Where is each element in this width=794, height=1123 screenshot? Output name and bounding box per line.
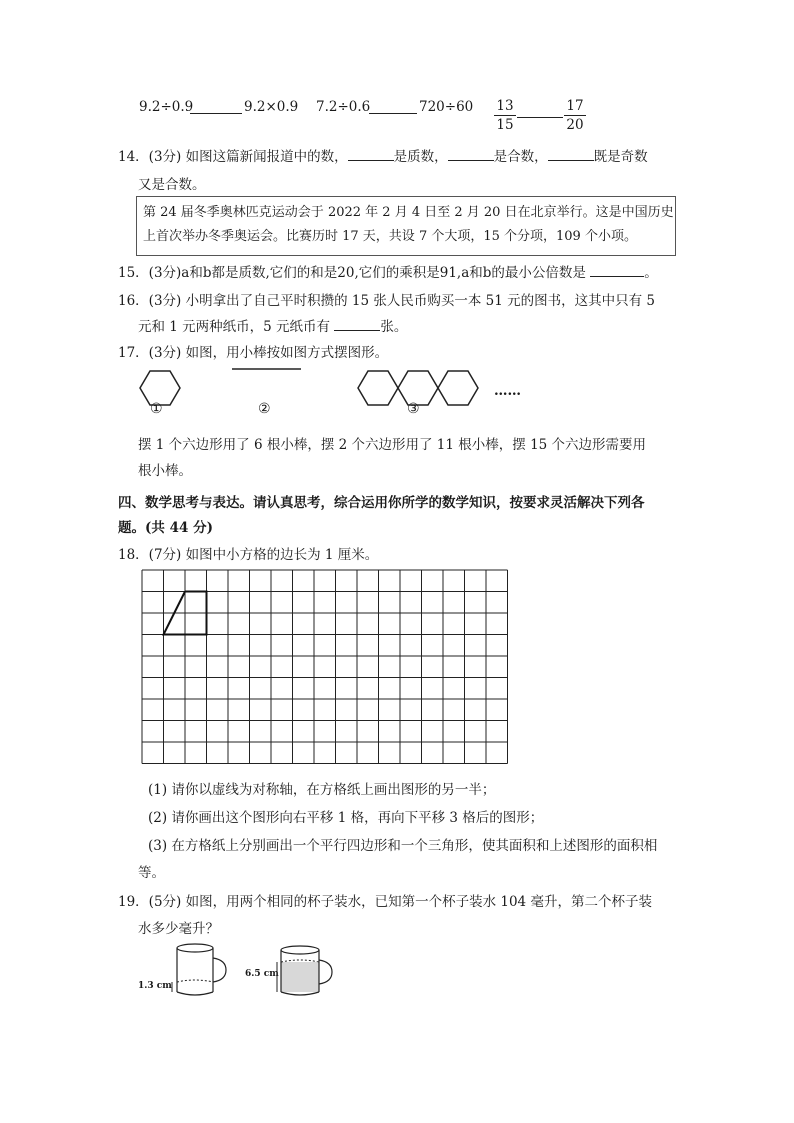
q16-text-b: 张。 [380, 319, 408, 335]
q15-end: 。 [644, 265, 658, 281]
q17-text-2: 摆 1 个六边形用了 6 根小棒，摆 2 个六边形用了 11 根小棒，摆 15 个六边形需要用 [138, 437, 647, 453]
fraction-denominator: 20 [566, 117, 584, 133]
cup-1 [172, 944, 226, 995]
q18-sub-1: (1) 请你以虚线为对称轴，在方格纸上画出图形的另一半； [148, 782, 496, 798]
q16-text-a: 元和 1 元两种纸币，5 元纸币有 [138, 319, 331, 335]
news-line-2: 上首次举办冬季奥运会。比赛历时 17 天，共设 7 个大项，15 个分项，109 个小项。 [143, 229, 637, 244]
figure-label-2: ② [258, 401, 271, 417]
q17-text-3: 根小棒。 [138, 463, 192, 479]
q13-expr1-left: 9.2÷0.9 [139, 99, 194, 115]
q14-text-c: 是合数， [493, 149, 548, 165]
cup-2-base [281, 992, 319, 995]
figure-label-1: ① [150, 401, 163, 417]
cup-2-handle [319, 960, 332, 984]
cup-2 [277, 946, 332, 995]
q18-line-1: 18．(7分) 如图中小方格的边长为 1 厘米。 [118, 547, 379, 563]
cup-1-water-line [177, 980, 213, 982]
q15-text: 15．(3分)a和b都是质数,它们的和是20,它们的乘积是91,a和b的最小公倍数是 [118, 265, 586, 281]
q19-line-1: 19．(5分) 如图，用两个相同的杯子装水，已知第一个杯子装水 104 毫升，第二个杯子装 [118, 894, 652, 910]
q13-expr2-left: 7.2÷0.6 [316, 99, 371, 115]
q16-line-1: 16．(3分) 小明拿出了自己平时积攒的 15 张人民币购买一本 51 元的图书，这其中只有 5 [118, 293, 655, 309]
q13-expr1-right: 9.2×0.9 [244, 99, 299, 115]
q19-line-2: 水多少毫升？ [138, 921, 219, 937]
news-line-1: 第 24 届冬季奥林匹克运动会于 2022 年 2 月 4 日至 2 月 20 日在北京举行。这是中国历史 [143, 205, 674, 220]
q13-expr2-right: 720÷60 [419, 99, 474, 115]
q14-text-d: 既是奇数 [593, 149, 648, 165]
q14-text-a: 14．(3分) 如图这篇新闻报道中的数， [118, 149, 348, 165]
cup-2-water [281, 962, 319, 992]
cup-2-height-label: 6.5 cm [245, 969, 279, 979]
q18-sub-2: (2) 请你画出这个图形向右平移 1 格，再向下平移 3 格后的图形； [148, 810, 544, 826]
cup-2-rim [281, 946, 319, 954]
q14-text-b: 是质数， [393, 149, 448, 165]
q14-line-2: 又是合数。 [138, 177, 206, 193]
q18-sub-3a: (3) 在方格纸上分别画出一个平行四边形和一个三角形，使其面积和上述图形的面积相 [148, 838, 658, 854]
cup-1-height-label: 1.3 cm [138, 981, 172, 991]
continuation-dots: …… [494, 383, 521, 399]
section-4-heading-line-2: 题。(共 44 分) [118, 520, 213, 536]
fraction-denominator: 15 [496, 117, 514, 133]
figure-label-3: ③ [407, 401, 420, 417]
q18-sub-3b: 等。 [138, 865, 165, 881]
section-4-heading-line-1: 四、数学思考与表达。请认真思考，综合运用你所学的数学知识，按要求灵活解决下列各 [118, 495, 645, 511]
cup-1-rim [177, 944, 213, 952]
cup-2-water-line [281, 960, 319, 962]
q17-line-1: 17．(3分) 如图，用小棒按如图方式摆图形。 [118, 345, 389, 361]
cup-1-handle [213, 958, 226, 982]
fraction-numerator: 13 [496, 98, 514, 114]
fraction-numerator: 17 [566, 98, 584, 114]
cup-1-base [177, 992, 213, 995]
